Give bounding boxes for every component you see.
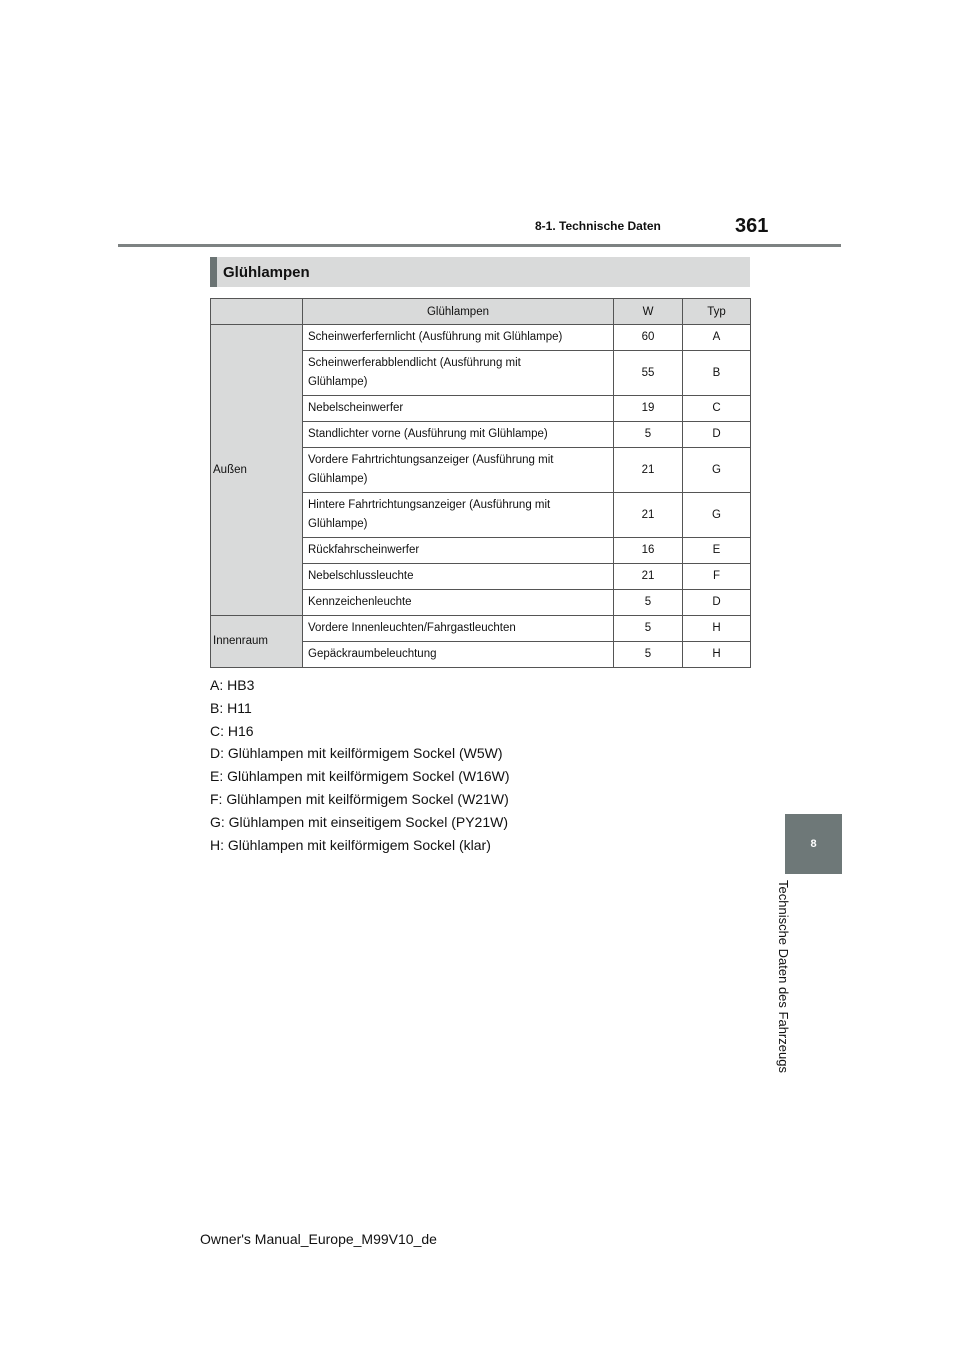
bulb-name-line: Vordere Fahrtrichtungsanzeiger (Ausführung mit xyxy=(308,454,554,466)
table-header-group xyxy=(211,299,303,325)
table-header-type: Typ xyxy=(683,299,751,325)
bulb-name-line: Scheinwerferfernlicht (Ausführung mit Glühlampe) xyxy=(308,331,563,343)
legend-item: C: H16 xyxy=(210,722,254,739)
type-legend xyxy=(210,674,510,856)
bulb-name-line: Glühlampe) xyxy=(308,376,368,388)
bulb-name-line: Vordere Innenleuchten/Fahrgastleuchten xyxy=(308,622,516,634)
bulb-type: D xyxy=(683,590,751,616)
bulb-name xyxy=(303,616,614,642)
bulb-name xyxy=(303,564,614,590)
bulb-name xyxy=(303,325,614,351)
bulb-watt: 55 xyxy=(614,351,683,396)
bulb-type: G xyxy=(683,448,751,493)
bulb-watt: 60 xyxy=(614,325,683,351)
legend-item: B: H11 xyxy=(210,699,252,716)
page-number: 361 xyxy=(735,215,769,237)
table-header-row xyxy=(211,299,751,325)
section-heading xyxy=(210,257,750,287)
chapter-side-label-text: Technische Daten des Fahrzeugs xyxy=(776,880,791,1073)
bulb-name-line: Kennzeichenleuchte xyxy=(308,596,412,608)
bulb-name xyxy=(303,642,614,668)
bulb-watt: 19 xyxy=(614,396,683,422)
bulb-type: H xyxy=(683,642,751,668)
bulb-watt: 5 xyxy=(614,642,683,668)
bulb-watt: 21 xyxy=(614,448,683,493)
bulb-name-line: Gepäckraumbeleuchtung xyxy=(308,648,437,660)
bulb-name xyxy=(303,493,614,538)
bulb-watt: 21 xyxy=(614,564,683,590)
chapter-tab xyxy=(785,814,842,874)
bulb-type: C xyxy=(683,396,751,422)
legend-item: H: Glühlampen mit keilförmigem Sockel (klar) xyxy=(210,836,491,853)
header-divider xyxy=(118,244,841,247)
chapter-side-label xyxy=(776,880,806,1090)
table-row xyxy=(211,616,751,642)
table-header-bulb: Glühlampen xyxy=(303,299,614,325)
bulb-name-line: Scheinwerferabblendlicht (Ausführung mit xyxy=(308,357,521,369)
bulb-name-line: Nebelscheinwerfer xyxy=(308,402,404,414)
table-header-watt: W xyxy=(614,299,683,325)
group-label: Innenraum xyxy=(211,616,303,668)
bulb-name xyxy=(303,448,614,493)
bulb-name xyxy=(303,590,614,616)
bulb-name xyxy=(303,538,614,564)
bulb-watt: 5 xyxy=(614,422,683,448)
bulb-name-line: Glühlampe) xyxy=(308,473,368,485)
bulb-name-line: Nebelschlussleuchte xyxy=(308,570,414,582)
bulb-type: B xyxy=(683,351,751,396)
bulb-table xyxy=(210,298,751,668)
section-heading-bar xyxy=(210,257,217,287)
bulb-watt: 5 xyxy=(614,616,683,642)
bulb-type: D xyxy=(683,422,751,448)
section-title: Glühlampen xyxy=(223,263,310,281)
bulb-type: E xyxy=(683,538,751,564)
legend-item: D: Glühlampen mit keilförmigem Sockel (W5W) xyxy=(210,745,503,762)
legend-item: A: HB3 xyxy=(210,677,255,693)
bulb-type: G xyxy=(683,493,751,538)
bulb-name xyxy=(303,422,614,448)
bulb-name-line: Glühlampe) xyxy=(308,518,368,530)
chapter-tab-number: 8 xyxy=(810,838,817,850)
bulb-watt: 16 xyxy=(614,538,683,564)
bulb-type: F xyxy=(683,564,751,590)
table-row xyxy=(211,325,751,351)
bulb-type: A xyxy=(683,325,751,351)
bulb-watt: 5 xyxy=(614,590,683,616)
chapter-title: 8-1. Technische Daten xyxy=(535,219,661,233)
bulb-name-line: Standlichter vorne (Ausführung mit Glühlampe) xyxy=(308,428,548,440)
bulb-type: H xyxy=(683,616,751,642)
legend-item: E: Glühlampen mit keilförmigem Sockel (W16W) xyxy=(210,768,510,785)
group-label: Außen xyxy=(211,325,303,616)
legend-item: G: Glühlampen mit einseitigem Sockel (PY21W) xyxy=(210,813,508,830)
legend-item: F: Glühlampen mit keilförmigem Sockel (W21W) xyxy=(210,790,509,807)
footer-text: Owner's Manual_Europe_M99V10_de xyxy=(200,1231,437,1247)
bulb-watt: 21 xyxy=(614,493,683,538)
bulb-name-line: Rückfahrscheinwerfer xyxy=(308,544,420,556)
bulb-name-line: Hintere Fahrtrichtungsanzeiger (Ausführung mit xyxy=(308,499,551,511)
bulb-name xyxy=(303,351,614,396)
bulb-name xyxy=(303,396,614,422)
